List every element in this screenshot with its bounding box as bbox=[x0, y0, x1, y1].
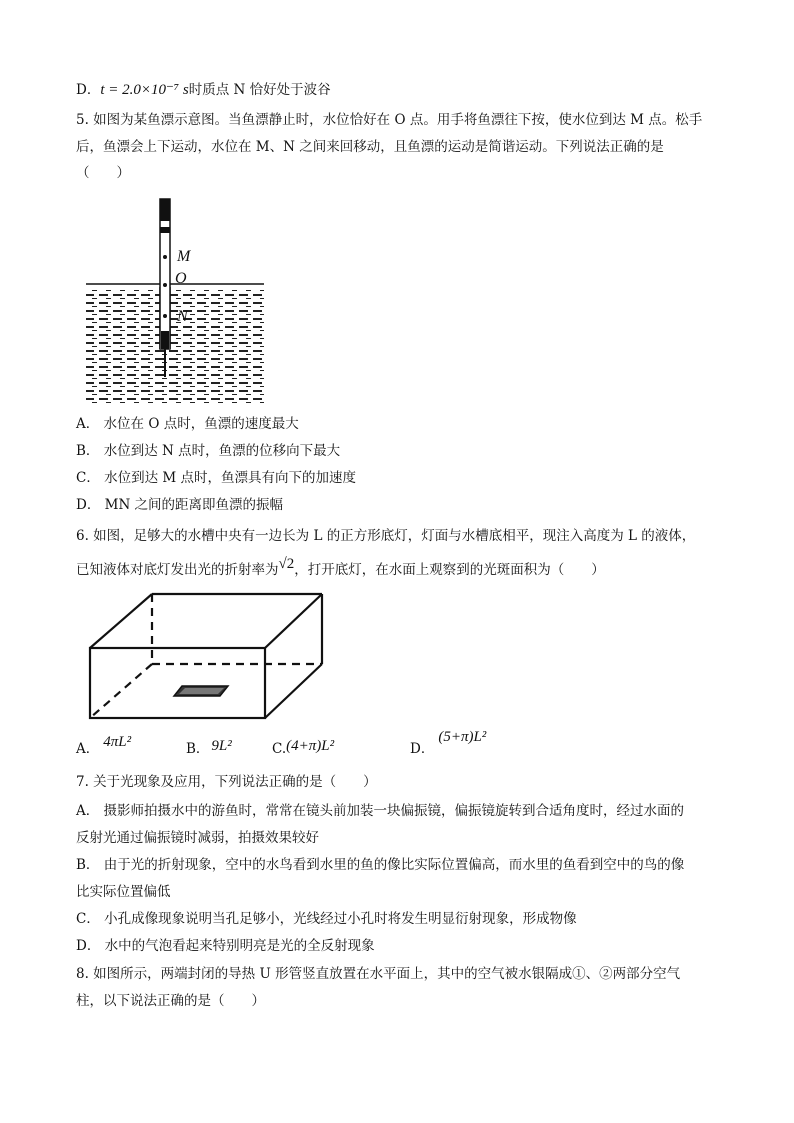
q6-option-a: A． 4πL² bbox=[76, 734, 132, 757]
q6-stem-text-b: ，打开底灯，在水面上观察到的光斑面积为（ ） bbox=[294, 562, 605, 578]
q4-option-d-text: 时质点 N 恰好处于波谷 bbox=[188, 82, 331, 98]
q5-option-b: B． 水位到达 N 点时，鱼漂的位移向下最大 bbox=[76, 443, 341, 459]
q6-option-d: D．(5+π)L² bbox=[410, 729, 487, 757]
q5-option-d: D． MN 之间的距离即鱼漂的振幅 bbox=[76, 497, 284, 513]
q7-option-a-line1: A． 摄影师拍摄水中的游鱼时，常常在镜头前加装一块偏振镜，偏振镜旋转到合适角度时，经过水面的 bbox=[76, 803, 685, 819]
q6-option-d-value: (5+π)L² bbox=[438, 729, 487, 745]
q6-refractive-index: √2 bbox=[278, 556, 295, 572]
q5-option-c: C． 水位到达 M 点时，鱼漂具有向下的加速度 bbox=[76, 470, 357, 486]
q8-stem-line1: 8. 如图所示，两端封闭的导热 U 形管竖直放置在水平面上，其中的空气被水银隔成①、②两部分空气 bbox=[76, 966, 681, 982]
water-tank-figure bbox=[86, 588, 341, 724]
point-m-label: M bbox=[177, 248, 191, 265]
q5-stem-line2: 后，鱼漂会上下运动，水位在 M、N 之间来回移动，且鱼漂的运动是简谐运动。下列说法正确的是 bbox=[76, 139, 664, 155]
q6-option-a-value: 4πL² bbox=[103, 734, 132, 750]
water-body bbox=[86, 284, 264, 406]
q4-option-d bbox=[76, 80, 331, 100]
q7-stem: 7. 关于光现象及应用，下列说法正确的是（ ） bbox=[76, 774, 377, 790]
point-n-dot bbox=[163, 314, 167, 318]
q6-stem-line1: 6. 如图，足够大的水槽中央有一边长为 L 的正方形底灯，灯面与水槽底相平，现注入高度为 L 的液体， bbox=[76, 528, 696, 544]
q6-stem-text-a: 已知液体对底灯发出光的折射率为 bbox=[76, 562, 279, 578]
point-m-dot bbox=[163, 255, 167, 259]
square-bottom-lamp bbox=[174, 686, 228, 696]
q6-option-c: C.(4+π)L² bbox=[272, 738, 335, 757]
point-n-label: N bbox=[177, 308, 188, 325]
point-o-label: O bbox=[175, 270, 187, 287]
q6-option-c-value: (4+π)L² bbox=[286, 738, 335, 754]
q5-stem-line3: （ ） bbox=[76, 165, 130, 181]
q6-stem-line2 bbox=[76, 556, 605, 580]
q7-option-a-line2: 反射光通过偏振镜时减弱，拍摄效果较好 bbox=[76, 830, 319, 846]
q7-option-c: C． 小孔成像现象说明当孔足够小，光线经过小孔时将发生明显衍射现象，形成物像 bbox=[76, 911, 577, 927]
q5-stem-line1: 5. 如图为某鱼漂示意图。当鱼漂静止时，水位恰好在 O 点。用手将鱼漂往下按，使水位到达 M 点。松手 bbox=[76, 112, 703, 128]
q4-option-d-time: t = 2.0×10⁻⁷ s bbox=[100, 82, 189, 98]
q7-option-d: D． 水中的气泡看起来特别明亮是光的全反射现象 bbox=[76, 938, 375, 954]
fishing-float-figure bbox=[84, 195, 274, 410]
q5-option-a: A． 水位在 O 点时，鱼漂的速度最大 bbox=[76, 416, 299, 432]
q7-option-b-line2: 比实际位置偏低 bbox=[76, 884, 171, 900]
q6-option-b-value: 9L² bbox=[211, 738, 232, 754]
q6-option-b: B． 9L² bbox=[186, 738, 232, 757]
point-o-dot bbox=[163, 283, 167, 287]
q8-stem-line2: 柱，以下说法正确的是（ ） bbox=[76, 993, 265, 1009]
q4-option-d-label: D． bbox=[76, 82, 101, 98]
q7-option-b-line1: B． 由于光的折射现象，空中的水鸟看到水里的鱼的像比实际位置偏高，而水里的鱼看到空中的鸟的像 bbox=[76, 857, 685, 873]
